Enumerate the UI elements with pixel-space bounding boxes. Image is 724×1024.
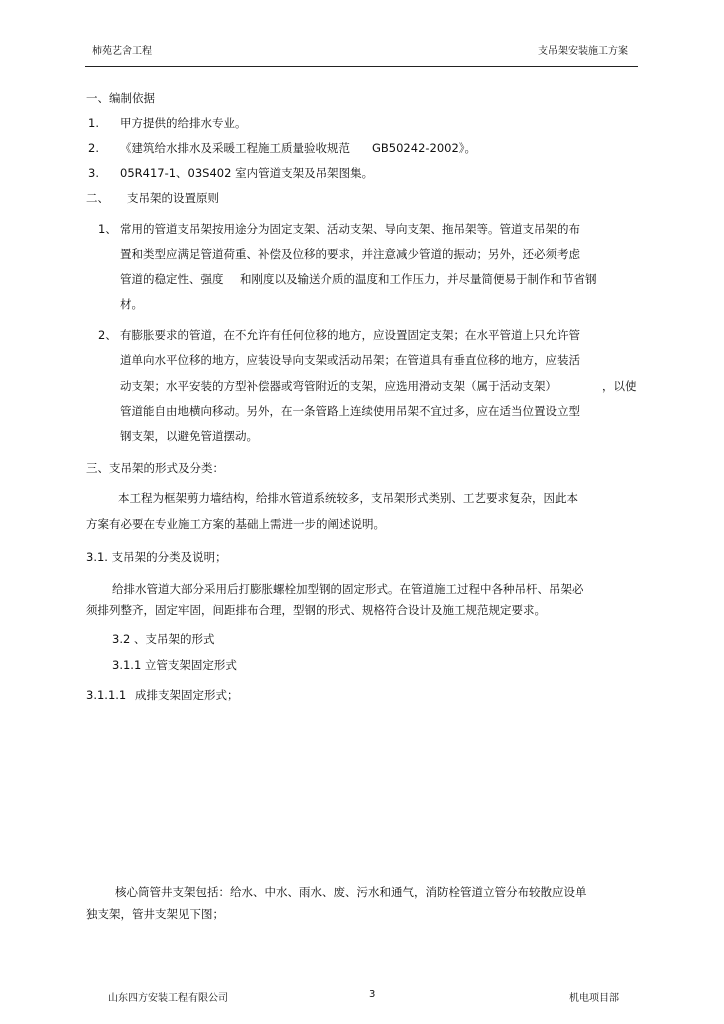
section-3-1-title: 3.1. 支吊架的分类及说明；: [86, 550, 227, 564]
section-2-title: 支吊架的设置原则: [127, 191, 219, 205]
item-3-text: 05R417-1、03S402 室内管道支架及吊架图集。: [120, 166, 374, 180]
principle-1-line: 常用的管道支吊架按用途分为固定支架、活动支架、导向支架、拖吊架等。管道支吊架的布: [120, 222, 580, 236]
principle-2-line: 钢支架，以避免管道摆动。: [120, 429, 258, 443]
header-document-title: 支吊架安装施工方案: [538, 46, 628, 57]
principle-1-line: 和刚度以及输送介质的温度和工作压力，并尽量简便易于制作和节省钢: [240, 272, 597, 286]
section-2-number: 二、: [86, 191, 109, 205]
section-3-2-title: 3.2 、支吊架的形式: [112, 632, 215, 646]
principle-2-line: ，以使: [602, 379, 637, 393]
principle-2-line: 有膨胀要求的管道，在不允许有任何位移的地方，应设置固定支架；在水平管道上只允许管: [120, 328, 580, 342]
item-2-number: 2.: [88, 141, 99, 155]
section-3-1-paragraph-line: 须排列整齐，固定牢固，间距排布合理，型钢的形式、规格符合设计及施工规范规定要求。: [86, 603, 546, 617]
principle-1-number: 1、: [98, 222, 117, 236]
principle-2-line: 动支架；水平安装的方型补偿器或弯管附近的支架，应选用滑动支架（属于活动支架）: [120, 379, 557, 393]
section-3-1-1-1-number: 3.1.1.1: [86, 688, 127, 702]
core-tube-paragraph-line: 独支架，管井支架见下图；: [86, 907, 224, 921]
footer-page-number: 3: [369, 989, 376, 1000]
core-tube-paragraph-line: 核心筒管井支架包括：给水、中水、雨水、废、污水和通气，消防栓管道立管分布较散应设单: [115, 885, 587, 899]
section-3-title: 三、支吊架的形式及分类：: [86, 461, 224, 475]
item-2-code: GB50242-2002》。: [372, 141, 477, 155]
principle-1-line: 管道的稳定性、强度: [120, 272, 224, 286]
footer-company: 山东四方安装工程有限公司: [108, 993, 228, 1004]
principle-2-number: 2、: [98, 328, 117, 342]
section-3-paragraph-line: 本工程为框架剪力墙结构，给排水管道系统较多，支吊架形式类别、工艺要求复杂，因此本: [118, 491, 578, 505]
item-2-text: 《建筑给水排水及采暖工程施工质量验收规范: [120, 141, 350, 155]
principle-1-line: 置和类型应满足管道荷重、补偿及位移的要求，并注意减少管道的振动；另外，还必须考虑: [120, 247, 580, 261]
principle-2-line: 道单向水平位移的地方，应装设导向支架或活动吊架；在管道具有垂直位移的地方，应装活: [120, 353, 580, 367]
principle-1-line: 材。: [120, 297, 143, 311]
item-1-text: 甲方提供的给排水专业。: [120, 116, 247, 130]
section-3-paragraph-line: 方案有必要在专业施工方案的基础上需进一步的阐述说明。: [86, 517, 385, 531]
section-3-1-paragraph-line: 给排水管道大部分采用后打膨胀螺栓加型钢的固定形式。在管道施工过程中各种吊杆、吊架必: [112, 582, 584, 596]
item-3-number: 3.: [88, 166, 99, 180]
section-1-title: 一、编制依据: [86, 91, 155, 105]
footer-department: 机电项目部: [569, 993, 619, 1004]
section-3-1-1-1-title: 成排支架固定形式；: [135, 688, 239, 702]
header-project-name: 柿苑艺舍工程: [92, 46, 152, 57]
principle-2-line: 管道能自由地横向移动。另外，在一条管路上连续使用吊架不宜过多，应在适当位置设立型: [120, 404, 580, 418]
section-3-1-1-title: 3.1.1 立管支架固定形式: [112, 658, 237, 672]
header-rule: [85, 66, 638, 67]
item-1-number: 1.: [88, 116, 99, 130]
